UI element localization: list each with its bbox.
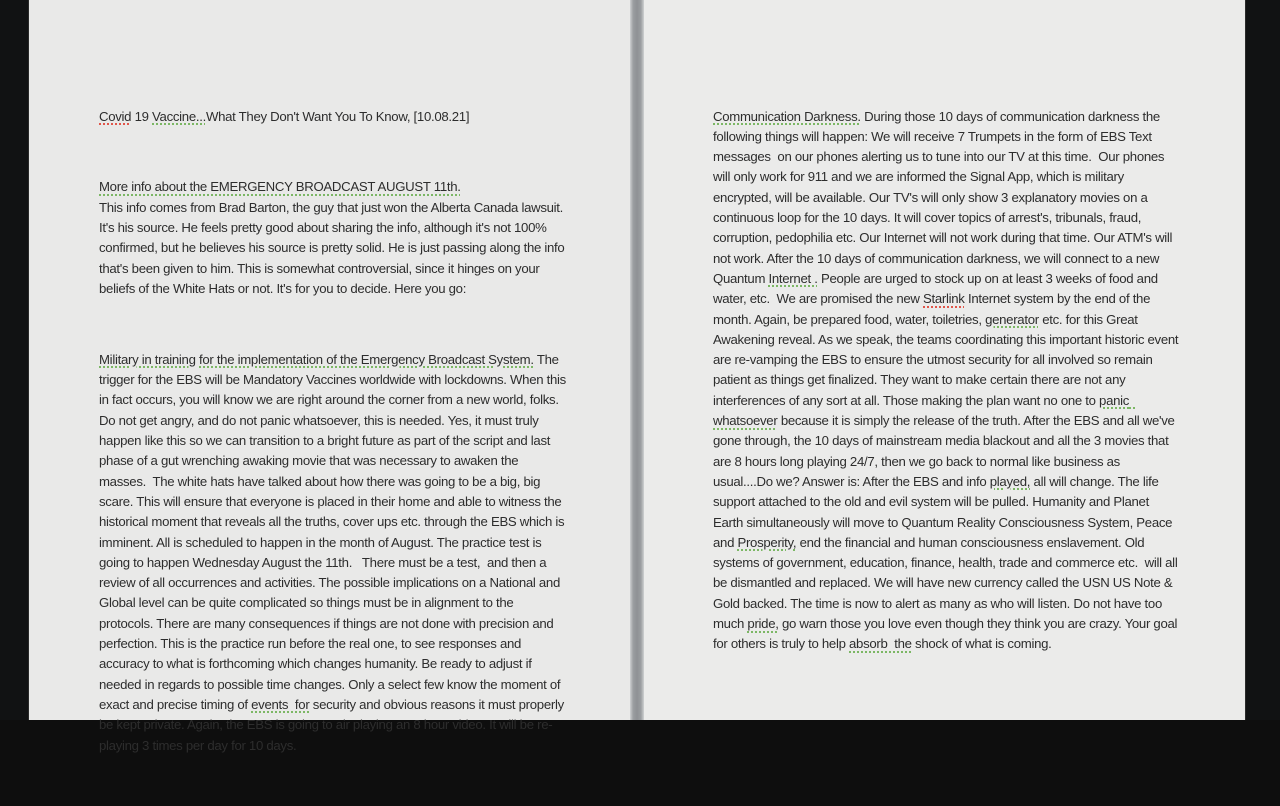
grammar-underline: absorb the [849,636,912,652]
text-run: etc. for this Great Awakening reveal. As we speak, the teams coordinating this important historic event are re-vamping the EBS to ensure the utmost security for all involved so remain patient as things get finalized. They want to make certain there are not any interferences of any sort at all. Those making the plan want no one to [713,311,1182,408]
grammar-underline: Prosperity, [737,534,797,550]
communication-darkness-paragraph [713,107,1180,655]
grammar-underline: events for [251,696,310,712]
grammar-underline: panic whatsoever [713,392,1136,429]
document-title [99,107,566,127]
letterbox-left [0,0,29,720]
grammar-underline: pride, [747,616,779,632]
intro-paragraph [99,177,566,299]
letterbox-right [1245,0,1280,720]
text-run: go warn those you love even though they think you are crazy. Your goal for others is truly to help [713,616,1181,652]
text-run: security and obvious reasons it must properly be kept private. Again, the EBS is going to air playing an 8 hour video. It will be re-playing 3 times per day for 10 days. [99,696,568,753]
grammar-underline: generator [985,311,1039,327]
text-run: shock of what is coming. [911,636,1052,652]
page-gutter [630,0,644,720]
page-right[interactable] [644,0,1245,720]
page-left[interactable] [29,0,630,753]
text-run: What They Don't Want You To Know, [10.08.21] [205,108,470,124]
grammar-underline: Military in training for the implementation of the Emergency Broadcast System. [99,351,534,367]
text-run: end the financial and human consciousness enslavement. Old systems of government, education, finance, health, trade and commerce etc. will all be dismantled and replaced. We will have new currency called the USN US Note & Gold backed. The time is now to alert as many as who will listen. Do not have too much [713,534,1181,632]
ebs-training-paragraph [99,350,570,756]
text-run: This info comes from Brad Barton, the guy that just won the Alberta Canada lawsuit. It's his source. He feels pretty good about sharing the info, although it's not 100% confirmed, but he believes his source is pretty solid. He is just passing along the info that's been given to him. This is somewhat controversial, since it hinges on your beliefs of the White Hats or not. It's for you to decide. Here you go: [99,199,568,296]
text-run: because it is simply the release of the truth. After the EBS and all we've gone through, the 10 days of mainstream media blackout and all the 3 movies that are 8 hours long playing 24/7, then we go back to normal like business as usual....Do we? Answer is: After the EBS and info [713,413,1178,489]
text-run: The trigger for the EBS will be Mandatory Vaccines worldwide with lockdowns. When this in fact occurs, you will know we are right around the corner from a new world, folks. Do not get angry, and do not panic whatsoever, this is needed. Yes, it must truly happen like this so we can transition to a bright future as part of the script and last phase of a gut wrenching awaking movie that was necessary to awaken the masses. The white hats have talked about how there was going to be a big, big scare. This will ensure that everyone is placed in their home and able to witness the historical moment that reveals all the truths, cover ups etc. through the EBS which is imminent. All is scheduled to happen in the month of August. The practice test is going to happen Wednesday August the 11th. There must be a test, and then a review of all occurrences and activities. The possible implications on a National and Global level can be quite complicated so things must be in alignment to the protocols. There are many consequences if things are not done with precision and perfection. This is the practice run before the real one, to see responses and accuracy to what is forthcoming which changes humanity. Be ready to adjust if needed in regards to possible time changes. Only a select few know the moment of exact and precise timing of [99,351,570,712]
text-run: During those 10 days of communication darkness the following things will happen: We will receive 7 Trumpets in the form of EBS Text messages on our phones alerting us to tune into our TV at this time. Our phones will only work for 911 and we are informed the Signal App, which is military encrypted, will be available. Our TV's will only show 3 explanatory movies on a continuous loop for the 10 days. It will cover topics of arrest's, tribunals, fraud, corruption, pedophilia etc. Our Internet will not work during that time. Our ATM's will not work. After the 10 days of communication darkness, we will connect to a new Quantum [713,108,1176,286]
text-run: Internet system by the end of the month. Again, be prepared food, water, toiletries, [713,291,1154,327]
grammar-underline: Vaccine... [152,108,206,124]
grammar-underline: played, [989,473,1031,489]
grammar-underline: More info about the EMERGENCY BROADCAST AUGUST 11th. [99,179,461,195]
spellcheck-underline: Covid [99,108,132,124]
grammar-underline: Communication Darkness. [713,108,861,124]
text-run: all will change. The life support attached to the old and evil system will be pulled. Humanity and Planet Earth simultaneously will move to Quantum Reality Consciousness System, Peace and [713,473,1176,550]
page-left-text [99,66,570,806]
grammar-underline: Internet . [768,270,818,286]
text-run: People are urged to stock up on at least 3 weeks of food and water, etc. We are promised the new [713,270,1162,307]
spellcheck-underline: Starlink [923,291,965,307]
text-run: 19 [131,108,153,124]
page-right-text [713,66,1180,705]
